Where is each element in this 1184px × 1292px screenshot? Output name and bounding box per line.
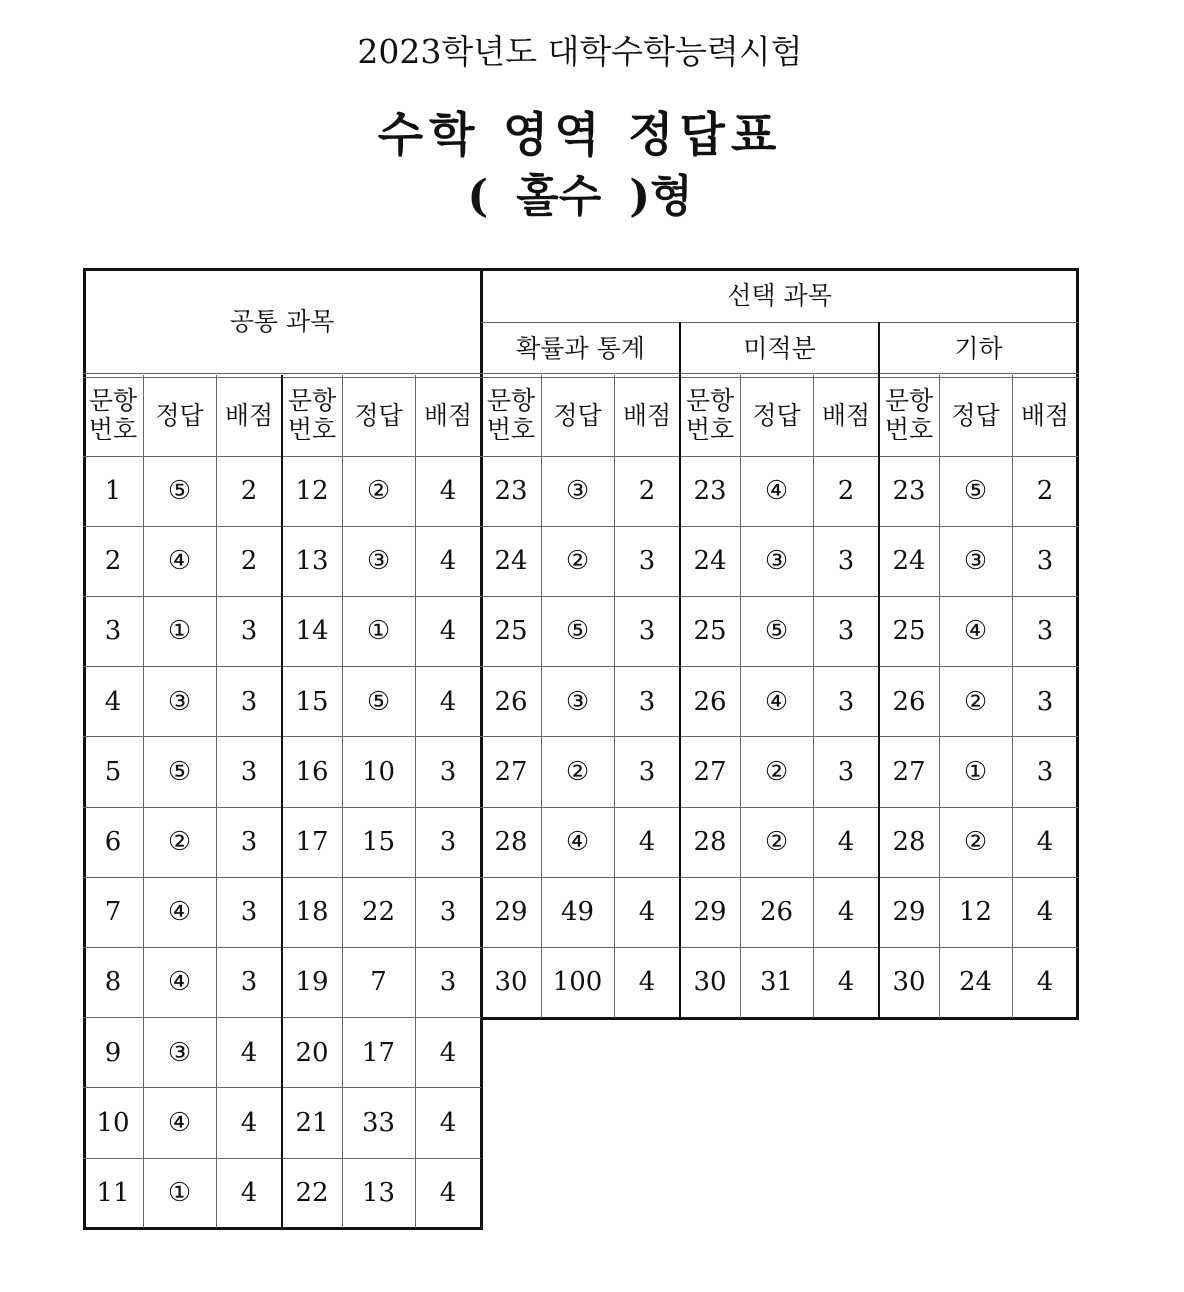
type-open-paren: (	[467, 171, 489, 222]
elective-col-header: 정답	[951, 401, 1000, 430]
elective-2-points: 3	[837, 686, 855, 717]
common-answer: ⑤	[167, 476, 192, 507]
grid-line	[939, 375, 940, 1018]
elective-3-answer: ④	[963, 616, 988, 647]
elective-3-points: 4	[1036, 827, 1054, 858]
common-answer: ①	[167, 1178, 192, 1209]
elective-2-answer: 31	[759, 967, 794, 998]
elective-col-header: 정답	[752, 401, 801, 430]
elective-1-points: 4	[638, 967, 656, 998]
common-question-number: 14	[295, 616, 329, 647]
grid-line	[415, 375, 416, 1228]
grid-line	[541, 375, 542, 1018]
grid-line	[1012, 375, 1013, 1018]
elective-3-answer: ②	[963, 686, 988, 717]
common-question-number: 17	[295, 827, 329, 858]
elective-3-answer: ③	[963, 546, 988, 577]
common-col-header: 배점	[224, 401, 274, 430]
elective-1-answer: ②	[565, 546, 590, 577]
common-answer: ③	[366, 546, 391, 577]
common-question-number: 22	[295, 1178, 329, 1209]
elective-subject-label: 선택 과목	[727, 280, 832, 310]
elective-3-answer: ⑤	[963, 476, 988, 507]
common-question-number: 16	[295, 756, 329, 787]
grid-line	[216, 375, 217, 1228]
elective-1-points: 3	[638, 616, 656, 647]
elective-1-question-number: 28	[494, 827, 528, 858]
elective-2-answer: ④	[764, 476, 789, 507]
common-points: 3	[240, 897, 258, 928]
common-question-number: 8	[104, 967, 122, 998]
elective-1-question-number: 30	[494, 967, 528, 998]
common-answer: ⑤	[167, 756, 192, 787]
elective-col-header: 배점	[622, 401, 672, 430]
elective-1-answer: 49	[560, 897, 595, 928]
common-answer: ④	[167, 967, 192, 998]
grid-line	[481, 877, 1078, 878]
common-question-number: 6	[104, 827, 122, 858]
elective-2-question-number: 30	[693, 967, 727, 998]
grid-line	[481, 456, 1078, 457]
common-points: 2	[240, 546, 258, 577]
common-question-number: 2	[104, 546, 122, 577]
elective-2-answer: ②	[764, 827, 789, 858]
elective-2-points: 4	[837, 967, 855, 998]
common-answer: 15	[361, 827, 396, 858]
common-answer: ⑤	[366, 686, 391, 717]
grid-line	[481, 526, 1078, 527]
grid-line	[481, 322, 1078, 323]
common-points: 4	[240, 1107, 258, 1138]
answer-key-title: 수학 영역 정답표	[377, 108, 783, 163]
common-answer: ③	[167, 1037, 192, 1068]
elective-1-answer: ③	[565, 686, 590, 717]
common-question-number: 11	[96, 1178, 130, 1209]
common-points: 3	[240, 686, 258, 717]
common-question-number: 12	[295, 476, 329, 507]
elective-2-points: 2	[837, 476, 855, 507]
elective-col-header: 문항 번호	[486, 385, 536, 444]
elective-3-question-number: 25	[892, 616, 926, 647]
elective-1-answer: 100	[552, 967, 603, 998]
common-subject-label: 공통 과목	[229, 307, 335, 336]
grid-line	[83, 377, 1078, 378]
elective-2-question-number: 26	[693, 686, 727, 717]
elective-2-answer: 26	[759, 897, 794, 928]
common-answer: 17	[361, 1037, 396, 1068]
common-answer: 22	[361, 897, 396, 928]
common-points: 3	[439, 827, 457, 858]
elective-2-points: 4	[837, 897, 855, 928]
common-col-header: 정답	[354, 401, 403, 430]
elective-1-points: 4	[638, 827, 656, 858]
elective-3-points: 4	[1036, 897, 1054, 928]
common-answer: ②	[366, 476, 391, 507]
common-points: 4	[439, 1037, 457, 1068]
common-question-number: 7	[104, 897, 122, 928]
elective-2-answer: ④	[764, 686, 789, 717]
common-points: 4	[439, 546, 457, 577]
common-col-header: 정답	[155, 401, 204, 430]
common-points: 3	[240, 756, 258, 787]
common-points: 3	[439, 756, 457, 787]
common-answer: ④	[167, 546, 192, 577]
common-answer: 10	[361, 756, 396, 787]
grid-line	[679, 322, 681, 1018]
common-col-header: 문항 번호	[287, 385, 337, 444]
elective-2-question-number: 28	[693, 827, 727, 858]
common-answer: 7	[370, 967, 387, 998]
common-answer: ②	[167, 827, 192, 858]
grid-line	[281, 375, 283, 1228]
grid-line	[481, 807, 1078, 808]
elective-1-question-number: 23	[494, 476, 528, 507]
grid-line	[481, 666, 1078, 667]
common-points: 3	[240, 827, 258, 858]
common-points: 3	[240, 616, 258, 647]
elective-2-question-number: 27	[693, 756, 727, 787]
common-answer: ①	[167, 616, 192, 647]
elective-2-answer: ③	[764, 546, 789, 577]
type-close-suffix: )형	[629, 171, 693, 222]
elective-2-question-number: 25	[693, 616, 727, 647]
elective-3-points: 3	[1036, 686, 1054, 717]
type-name: 홀수	[516, 171, 602, 222]
common-points: 3	[439, 897, 457, 928]
elective-1-points: 3	[638, 546, 656, 577]
common-answer: 33	[361, 1107, 396, 1138]
grid-line	[481, 736, 1078, 737]
common-question-number: 10	[96, 1107, 130, 1138]
common-points: 4	[439, 686, 457, 717]
common-points: 4	[240, 1178, 258, 1209]
elective-1-answer: ④	[565, 827, 590, 858]
elective-1-points: 4	[638, 897, 656, 928]
common-points: 2	[240, 476, 258, 507]
elective-3-question-number: 30	[892, 967, 926, 998]
elective-1-points: 3	[638, 686, 656, 717]
elective-2-points: 3	[837, 616, 855, 647]
common-points: 3	[439, 967, 457, 998]
common-question-number: 4	[104, 686, 122, 717]
grid-line	[481, 596, 1078, 597]
elective-3-points: 3	[1036, 756, 1054, 787]
common-question-number: 19	[295, 967, 329, 998]
common-answer: ③	[167, 686, 192, 717]
elective-3-question-number: 23	[892, 476, 926, 507]
elective-1-answer: ⑤	[565, 616, 590, 647]
elective-3-answer: 12	[958, 897, 993, 928]
elective-2-answer: ⑤	[764, 616, 789, 647]
common-question-number: 9	[104, 1037, 122, 1068]
elective-1-answer: ③	[565, 476, 590, 507]
grid-line	[878, 322, 880, 1018]
grid-line	[342, 375, 343, 1228]
elective-3-question-number: 24	[892, 546, 926, 577]
elective-col-header: 배점	[821, 401, 871, 430]
elective-3-answer: 24	[958, 967, 993, 998]
common-points: 3	[240, 967, 258, 998]
common-points: 4	[439, 1178, 457, 1209]
elective-name-2: 미적분	[743, 334, 816, 363]
common-col-header: 문항 번호	[88, 385, 138, 444]
elective-2-points: 4	[837, 827, 855, 858]
elective-col-header: 정답	[553, 401, 602, 430]
elective-2-points: 3	[837, 756, 855, 787]
common-question-number: 15	[295, 686, 329, 717]
common-answer: ④	[167, 897, 192, 928]
common-question-number: 13	[295, 546, 329, 577]
elective-2-question-number: 24	[693, 546, 727, 577]
elective-1-points: 2	[638, 476, 656, 507]
elective-1-question-number: 25	[494, 616, 528, 647]
elective-col-header: 문항 번호	[884, 385, 934, 444]
common-question-number: 21	[295, 1107, 329, 1138]
elective-col-header: 문항 번호	[685, 385, 735, 444]
elective-2-question-number: 29	[693, 897, 727, 928]
elective-3-points: 2	[1036, 476, 1054, 507]
elective-3-question-number: 26	[892, 686, 926, 717]
elective-3-points: 4	[1036, 967, 1054, 998]
elective-3-answer: ②	[963, 827, 988, 858]
elective-2-points: 3	[837, 546, 855, 577]
common-question-number: 18	[295, 897, 329, 928]
common-question-number: 20	[295, 1037, 329, 1068]
common-points: 4	[240, 1037, 258, 1068]
exam-type-heading	[0, 160, 1160, 224]
elective-3-points: 3	[1036, 546, 1054, 577]
grid-line	[614, 375, 615, 1018]
grid-line	[813, 375, 814, 1018]
elective-1-points: 3	[638, 756, 656, 787]
elective-2-question-number: 23	[693, 476, 727, 507]
grid-line	[481, 947, 1078, 948]
elective-3-question-number: 27	[892, 756, 926, 787]
elective-1-question-number: 26	[494, 686, 528, 717]
elective-3-answer: ①	[963, 756, 988, 787]
exam-year-heading: 2023학년도 대학수학능력시험	[357, 32, 803, 71]
common-answer: ①	[366, 616, 391, 647]
common-question-number: 1	[104, 476, 122, 507]
elective-name-1: 확률과 통계	[516, 334, 645, 363]
common-answer: ④	[167, 1107, 192, 1138]
common-points: 4	[439, 1107, 457, 1138]
common-question-number: 3	[104, 616, 122, 647]
grid-line	[83, 373, 1078, 374]
common-col-header: 배점	[423, 401, 473, 430]
elective-3-points: 3	[1036, 616, 1054, 647]
elective-name-3: 기하	[954, 334, 1003, 363]
common-points: 4	[439, 476, 457, 507]
elective-1-question-number: 24	[494, 546, 528, 577]
common-points: 4	[439, 616, 457, 647]
grid-line	[740, 375, 741, 1018]
elective-1-question-number: 27	[494, 756, 528, 787]
elective-2-answer: ②	[764, 756, 789, 787]
common-question-number: 5	[104, 756, 122, 787]
common-answer: 13	[361, 1178, 396, 1209]
elective-3-question-number: 28	[892, 827, 926, 858]
grid-line	[143, 375, 144, 1228]
elective-1-question-number: 29	[494, 897, 528, 928]
elective-col-header: 배점	[1020, 401, 1070, 430]
elective-3-question-number: 29	[892, 897, 926, 928]
elective-1-answer: ②	[565, 756, 590, 787]
